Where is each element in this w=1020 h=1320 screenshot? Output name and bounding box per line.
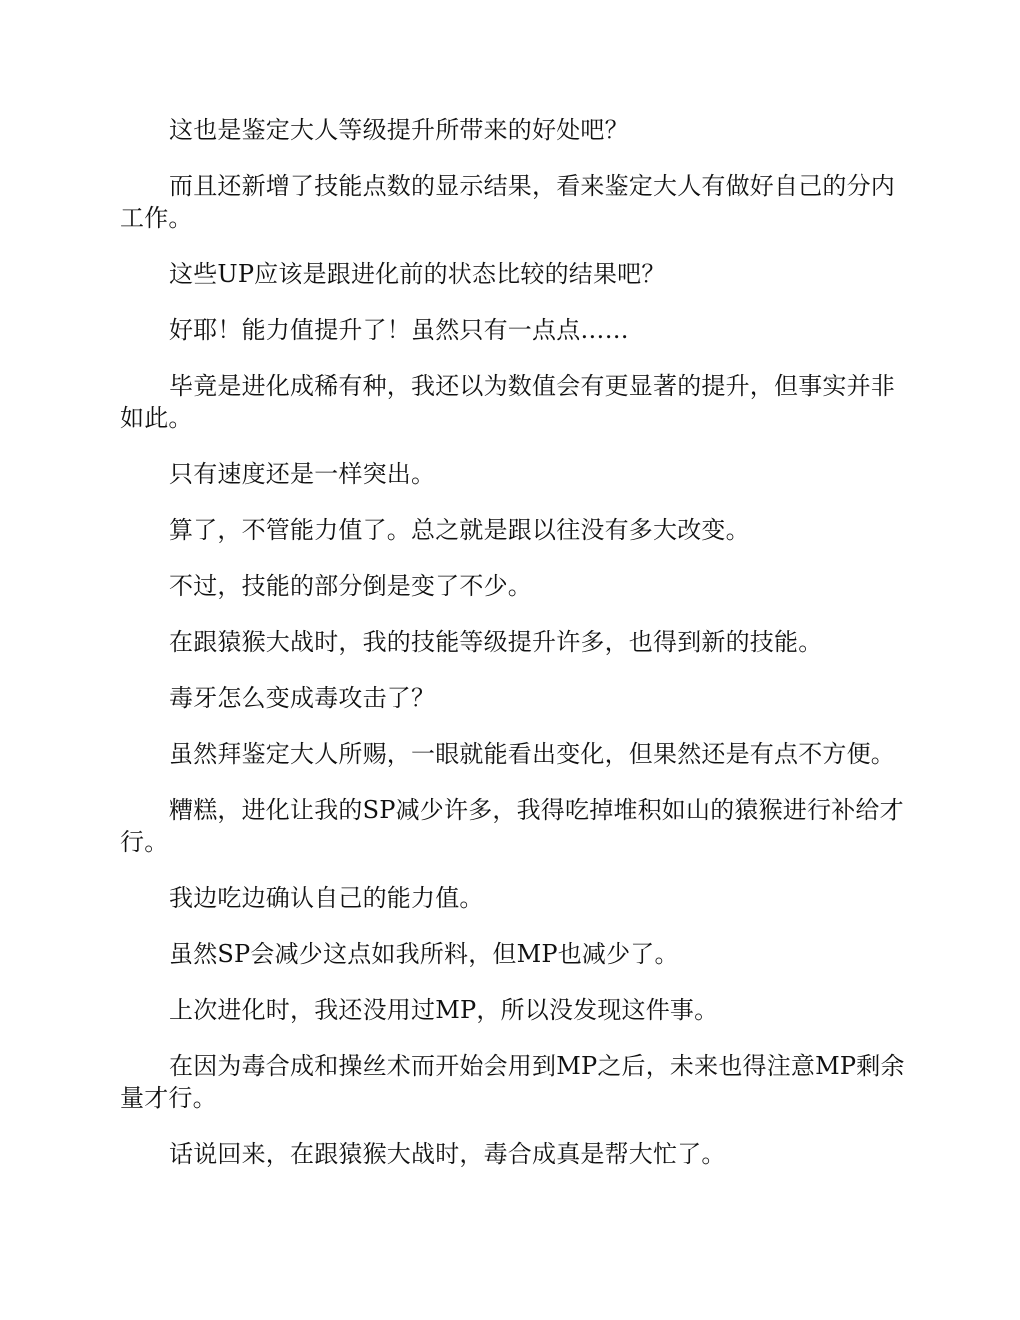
paragraph: 这些UP应该是跟进化前的状态比较的结果吧？ — [169, 260, 666, 288]
paragraph: 好耶！能力值提升了！虽然只有一点点…… — [169, 316, 629, 344]
paragraph: 在跟猿猴大战时，我的技能等级提升许多，也得到新的技能。 — [169, 628, 823, 656]
paragraph: 毕竟是进化成稀有种，我还以为数值会有更显著的提升，但事实并非如此。 — [120, 372, 895, 432]
paragraph: 只有速度还是一样突出。 — [169, 460, 436, 488]
document-page — [120, 114, 906, 1194]
paragraph: 话说回来，在跟猿猴大战时，毒合成真是帮大忙了。 — [169, 1140, 726, 1168]
paragraph: 而且还新增了技能点数的显示结果，看来鉴定大人有做好自己的分内工作。 — [120, 172, 895, 232]
paragraph: 毒牙怎么变成毒攻击了？ — [169, 684, 436, 712]
paragraph: 虽然SP会减少这点如我所料，但MP也减少了。 — [169, 940, 679, 968]
paragraph: 糟糕，进化让我的SP减少许多，我得吃掉堆积如山的猿猴进行补给才行。 — [120, 796, 904, 856]
paragraph: 这也是鉴定大人等级提升所带来的好处吧？ — [169, 116, 629, 144]
paragraph: 不过，技能的部分倒是变了不少。 — [169, 572, 532, 600]
paragraph: 上次进化时，我还没用过MP，所以没发现这件事。 — [169, 996, 719, 1024]
paragraph: 虽然拜鉴定大人所赐，一眼就能看出变化，但果然还是有点不方便。 — [169, 740, 895, 768]
paragraph: 我边吃边确认自己的能力值。 — [169, 884, 484, 912]
paragraph: 算了，不管能力值了。总之就是跟以往没有多大改变。 — [169, 516, 750, 544]
paragraph: 在因为毒合成和操丝术而开始会用到MP之后，未来也得注意MP剩余量才行。 — [120, 1052, 905, 1112]
